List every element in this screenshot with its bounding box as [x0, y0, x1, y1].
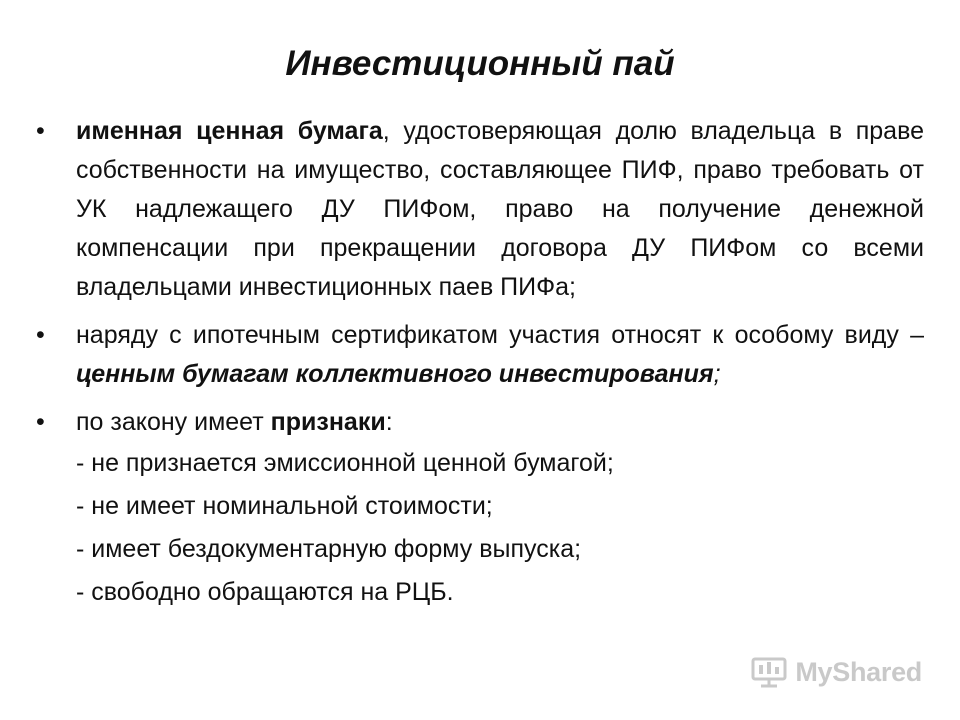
bullet-dot-icon: •: [36, 408, 45, 436]
features-emphasis: признаки: [270, 408, 386, 436]
features-text: по закону имеет: [76, 408, 271, 436]
slide-content: [36, 112, 924, 614]
feature-item-traded-on-market: - свободно обращаются на РЦБ.: [76, 578, 454, 606]
feature-item-non-emission: - не признается эмиссионной ценной бумагой;: [76, 449, 614, 477]
definition-text: , удостоверяющая долю владельца в праве собственности на имущество, составляющее ПИФ, право требовать от УК надлежащего ДУ ПИФом, право на получение денежной компенсации при прекращении договора ДУ ПИФом со всеми владельцами инвестиционных паев ПИФа;: [76, 117, 924, 301]
classification-text: наряду с ипотечным сертификатом участия относят к особому виду –: [76, 321, 924, 349]
feature-item-no-nominal-value: - не имеет номинальной стоимости;: [76, 492, 493, 520]
classification-emphasis: ценным бумагам коллективного инвестирования: [76, 360, 714, 388]
features-suffix: :: [385, 408, 393, 436]
bullet-item-definition: [36, 112, 924, 307]
bullet-item-classification: [36, 316, 924, 394]
feature-item-book-entry-form: - имеет бездокументарную форму выпуска;: [76, 535, 582, 563]
bullet-dot-icon: •: [36, 321, 45, 349]
bullet-item-features: [36, 403, 924, 442]
definition-emphasis: именная ценная бумага: [76, 117, 383, 145]
myshared-watermark: [750, 652, 922, 692]
classification-suffix: ;: [713, 360, 721, 388]
slide-title: Инвестиционный пай: [285, 44, 675, 83]
watermark-text: MyShared: [795, 657, 922, 687]
bullet-dot-icon: •: [36, 117, 45, 145]
presentation-screen-icon: [750, 655, 788, 689]
